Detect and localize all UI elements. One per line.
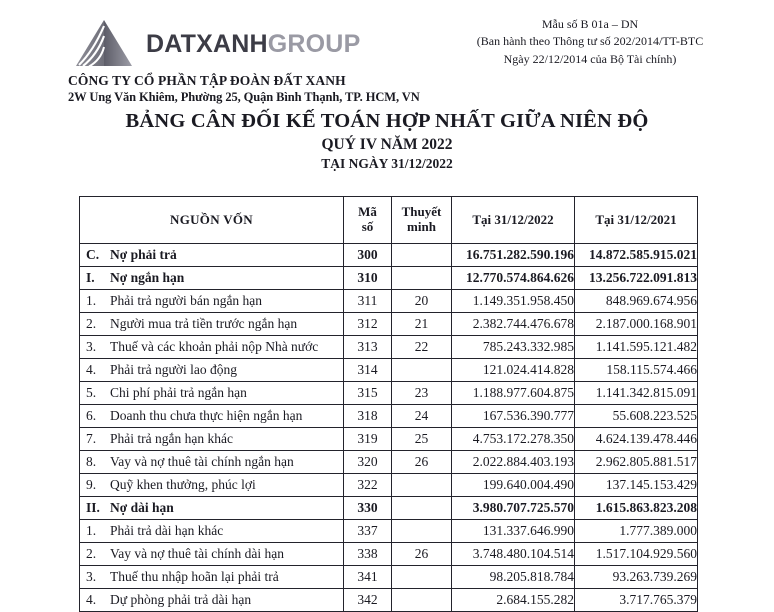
row-amount-current: 121.024.414.828 <box>452 359 575 382</box>
company-address: 2W Ung Văn Khiêm, Phường 25, Quận Bình Thạnh, TP. HCM, VN <box>68 90 420 104</box>
row-note: 20 <box>392 290 452 313</box>
form-reference-block <box>430 16 750 68</box>
table-row <box>80 336 698 359</box>
row-label-cell <box>80 290 344 313</box>
table-row <box>80 566 698 589</box>
row-code: 319 <box>344 428 392 451</box>
row-label-cell <box>80 359 344 382</box>
column-header-note-line2: minh <box>407 219 436 234</box>
row-code: 312 <box>344 313 392 336</box>
row-label: Nợ dài hạn <box>110 500 174 515</box>
row-amount-previous: 1.777.389.000 <box>575 520 698 543</box>
row-amount-current: 199.640.004.490 <box>452 474 575 497</box>
row-label-cell <box>80 474 344 497</box>
row-code: 338 <box>344 543 392 566</box>
table-row <box>80 543 698 566</box>
table-row <box>80 405 698 428</box>
table-row <box>80 589 698 612</box>
row-amount-previous: 3.717.765.379 <box>575 589 698 612</box>
row-label: Thuế thu nhập hoãn lại phải trả <box>110 569 279 584</box>
row-amount-previous: 848.969.674.956 <box>575 290 698 313</box>
row-index: C. <box>86 247 100 262</box>
row-label: Phải trả dài hạn khác <box>110 523 224 538</box>
row-amount-previous: 2.962.805.881.517 <box>575 451 698 474</box>
row-amount-previous: 13.256.722.091.813 <box>575 267 698 290</box>
column-header-code-line2: số <box>361 219 374 234</box>
row-code: 310 <box>344 267 392 290</box>
row-amount-current: 16.751.282.590.196 <box>452 244 575 267</box>
row-code: 320 <box>344 451 392 474</box>
row-code: 341 <box>344 566 392 589</box>
row-note <box>392 566 452 589</box>
brand-word-primary: DATXANH <box>146 29 268 58</box>
row-amount-previous: 93.263.739.269 <box>575 566 698 589</box>
company-identity-block <box>68 14 448 105</box>
row-amount-previous: 1.517.104.929.560 <box>575 543 698 566</box>
row-note <box>392 244 452 267</box>
row-label: Người mua trả tiền trước ngắn hạn <box>110 316 298 331</box>
row-amount-current: 12.770.574.864.626 <box>452 267 575 290</box>
row-amount-previous: 1.141.595.121.482 <box>575 336 698 359</box>
form-reference-line-3: Ngày 22/12/2014 của Bộ Tài chính) <box>503 51 677 66</box>
row-index: 4. <box>86 362 97 377</box>
table-row <box>80 451 698 474</box>
column-header-code-line1: Mã <box>358 204 377 220</box>
row-amount-previous: 2.187.000.168.901 <box>575 313 698 336</box>
row-index: 2. <box>86 546 97 561</box>
row-label: Dự phòng phải trả dài hạn <box>110 592 252 607</box>
row-index: 7. <box>86 431 97 446</box>
row-label-cell <box>80 451 344 474</box>
table-row <box>80 313 698 336</box>
row-label-cell <box>80 428 344 451</box>
row-note: 26 <box>392 451 452 474</box>
row-amount-previous: 4.624.139.478.446 <box>575 428 698 451</box>
row-amount-current: 1.188.977.604.875 <box>452 382 575 405</box>
row-label-cell <box>80 520 344 543</box>
row-code: 311 <box>344 290 392 313</box>
row-code: 314 <box>344 359 392 382</box>
row-label-cell <box>80 497 344 520</box>
row-amount-current: 2.684.155.282 <box>452 589 575 612</box>
row-code: 300 <box>344 244 392 267</box>
row-code: 342 <box>344 589 392 612</box>
row-code: 330 <box>344 497 392 520</box>
row-label: Phải trả ngắn hạn khác <box>110 431 233 446</box>
table-row <box>80 474 698 497</box>
row-label-cell <box>80 313 344 336</box>
form-reference-line-1: Mẫu số B 01a – DN <box>541 17 639 31</box>
table-row <box>80 428 698 451</box>
form-reference-line-2: (Ban hành theo Thông tư số 202/2014/TT-BTC <box>476 34 704 49</box>
row-note <box>392 520 452 543</box>
row-amount-previous: 1.615.863.823.208 <box>575 497 698 520</box>
row-label: Vay và nợ thuê tài chính ngắn hạn <box>110 454 294 469</box>
row-label: Nợ phải trả <box>110 247 177 262</box>
document-title-block <box>0 110 774 172</box>
document-date-line: TẠI NGÀY 31/12/2022 <box>321 155 453 171</box>
row-index: 9. <box>86 477 97 492</box>
column-header-amount-current: Tại 31/12/2022 <box>452 197 575 244</box>
row-index: II. <box>86 500 100 515</box>
row-note: 24 <box>392 405 452 428</box>
row-index: 3. <box>86 569 97 584</box>
row-note <box>392 474 452 497</box>
row-label: Phải trả người lao động <box>110 362 237 377</box>
row-index: 3. <box>86 339 97 354</box>
row-amount-current: 3.980.707.725.570 <box>452 497 575 520</box>
table-row <box>80 382 698 405</box>
row-amount-previous: 1.141.342.815.091 <box>575 382 698 405</box>
row-label-cell <box>80 405 344 428</box>
row-note <box>392 359 452 382</box>
row-code: 315 <box>344 382 392 405</box>
row-index: 1. <box>86 293 97 308</box>
table-row <box>80 244 698 267</box>
column-header-note-line1: Thuyết <box>401 204 442 220</box>
row-label: Thuế và các khoản phải nộp Nhà nước <box>110 339 319 354</box>
row-amount-current: 131.337.646.990 <box>452 520 575 543</box>
row-label: Nợ ngắn hạn <box>110 270 185 285</box>
company-name: CÔNG TY CỔ PHẦN TẬP ĐOÀN ĐẤT XANH <box>68 73 346 88</box>
row-amount-current: 4.753.172.278.350 <box>452 428 575 451</box>
row-index: I. <box>86 270 95 285</box>
table-row <box>80 267 698 290</box>
row-note: 21 <box>392 313 452 336</box>
row-amount-previous: 14.872.585.915.021 <box>575 244 698 267</box>
row-label-cell <box>80 267 344 290</box>
brand-wordmark <box>146 29 361 58</box>
row-amount-current: 785.243.332.985 <box>452 336 575 359</box>
datxanh-logo-icon <box>68 14 140 72</box>
row-amount-current: 98.205.818.784 <box>452 566 575 589</box>
row-label-cell <box>80 244 344 267</box>
column-header-note <box>392 197 452 244</box>
row-amount-previous: 55.608.223.525 <box>575 405 698 428</box>
table-row <box>80 497 698 520</box>
brand-lockup <box>68 14 448 72</box>
row-code: 322 <box>344 474 392 497</box>
row-label-cell <box>80 382 344 405</box>
document-title: BẢNG CÂN ĐỐI KẾ TOÁN HỢP NHẤT GIỮA NIÊN ĐỘ <box>125 110 649 132</box>
row-amount-previous: 137.145.153.429 <box>575 474 698 497</box>
row-index: 8. <box>86 454 97 469</box>
row-label: Vay và nợ thuê tài chính dài hạn <box>110 546 284 561</box>
balance-sheet-table <box>79 196 698 612</box>
balance-sheet-table-container <box>79 196 697 612</box>
row-amount-previous: 158.115.574.466 <box>575 359 698 382</box>
row-index: 6. <box>86 408 97 423</box>
row-code: 318 <box>344 405 392 428</box>
column-header-code <box>344 197 392 244</box>
row-label: Doanh thu chưa thực hiện ngắn hạn <box>110 408 303 423</box>
row-index: 1. <box>86 523 97 538</box>
row-amount-current: 2.022.884.403.193 <box>452 451 575 474</box>
row-code: 313 <box>344 336 392 359</box>
row-note <box>392 267 452 290</box>
row-note <box>392 589 452 612</box>
row-code: 337 <box>344 520 392 543</box>
table-header <box>80 197 698 244</box>
table-header-row <box>80 197 698 244</box>
row-note <box>392 497 452 520</box>
row-amount-current: 1.149.351.958.450 <box>452 290 575 313</box>
brand-word-secondary: GROUP <box>267 29 361 58</box>
table-row <box>80 359 698 382</box>
table-row <box>80 520 698 543</box>
row-index: 5. <box>86 385 97 400</box>
row-label: Phải trả người bán ngắn hạn <box>110 293 263 308</box>
row-amount-current: 3.748.480.104.514 <box>452 543 575 566</box>
table-body <box>80 244 698 612</box>
row-note: 26 <box>392 543 452 566</box>
row-label-cell <box>80 589 344 612</box>
row-amount-current: 167.536.390.777 <box>452 405 575 428</box>
row-label-cell <box>80 336 344 359</box>
row-label-cell <box>80 566 344 589</box>
row-note: 23 <box>392 382 452 405</box>
table-row <box>80 290 698 313</box>
row-amount-current: 2.382.744.476.678 <box>452 313 575 336</box>
row-label-cell <box>80 543 344 566</box>
row-index: 4. <box>86 592 97 607</box>
row-label: Chi phí phải trả ngắn hạn <box>110 385 247 400</box>
row-note: 25 <box>392 428 452 451</box>
document-header <box>0 0 774 108</box>
row-label: Quỹ khen thưởng, phúc lợi <box>110 477 256 492</box>
row-index: 2. <box>86 316 97 331</box>
document-subtitle: QUÝ IV NĂM 2022 <box>321 135 453 153</box>
column-header-amount-previous: Tại 31/12/2021 <box>575 197 698 244</box>
row-note: 22 <box>392 336 452 359</box>
column-header-label: NGUỒN VỐN <box>80 197 344 244</box>
